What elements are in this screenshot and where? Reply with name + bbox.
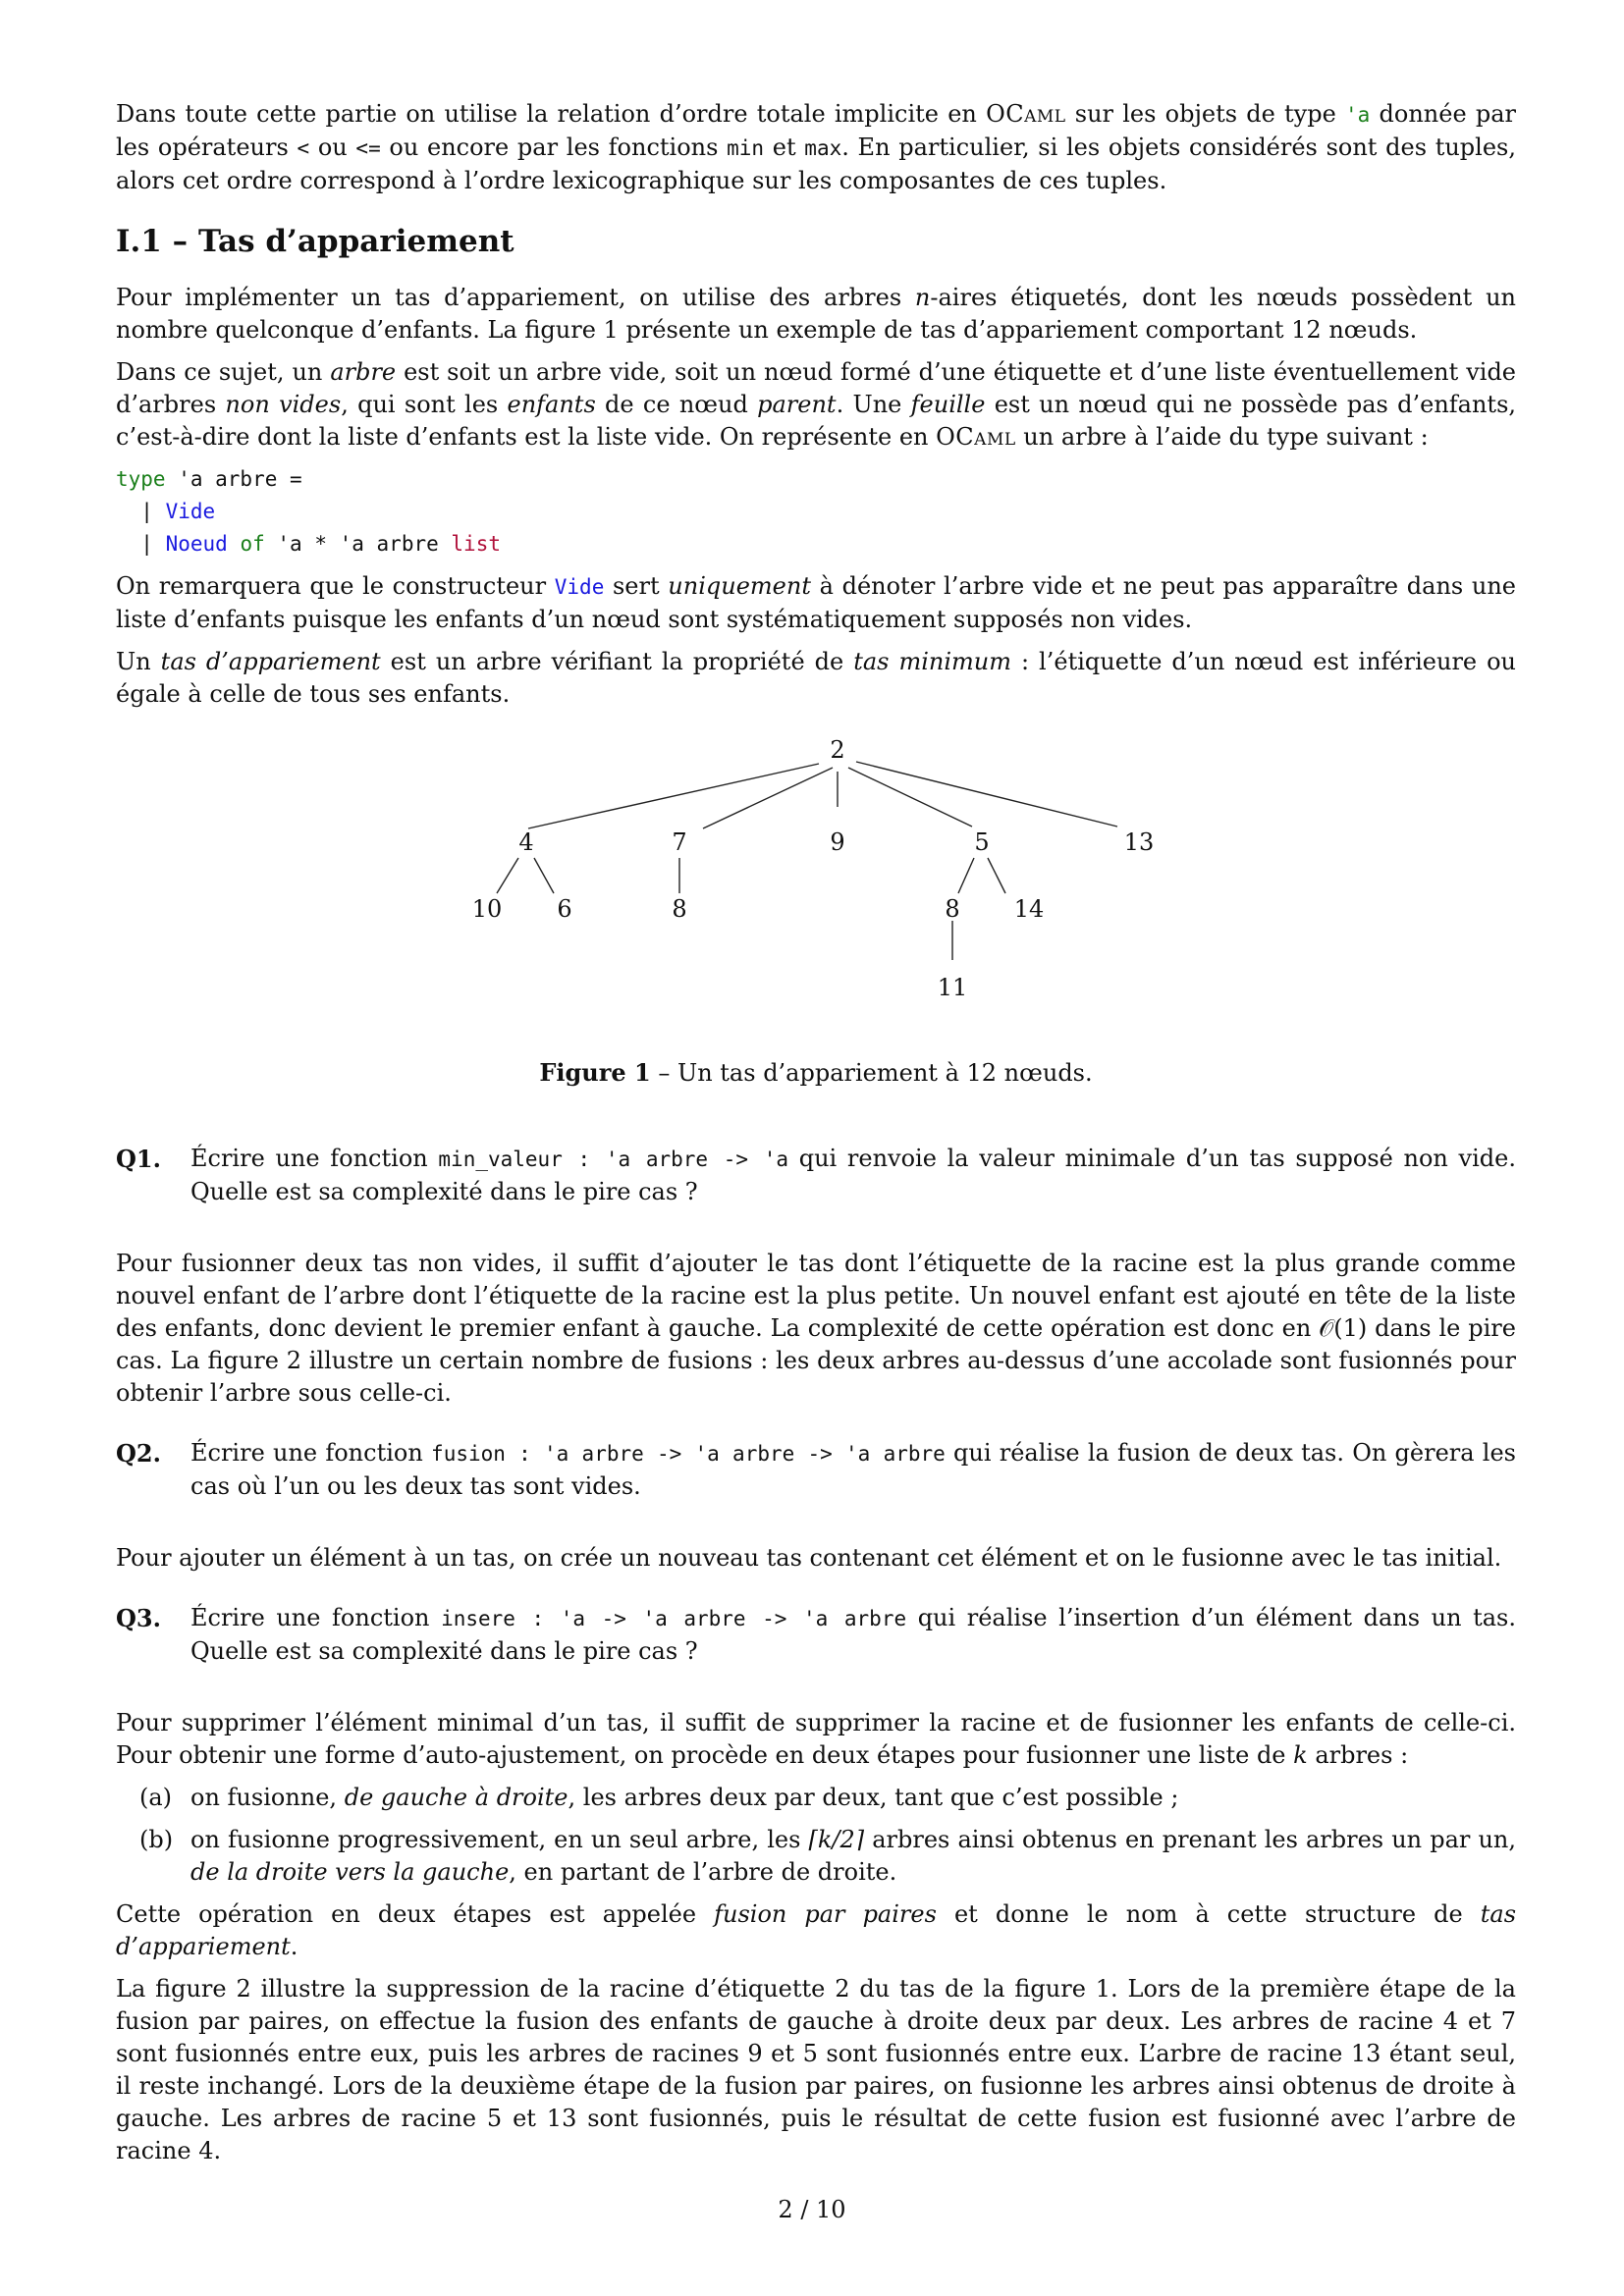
edge-2-5: [848, 768, 972, 827]
node-10: 10: [471, 895, 503, 923]
question-number: Q2.: [116, 1439, 161, 1468]
edge-2-13: [856, 762, 1117, 827]
question-1: [116, 1143, 1516, 1208]
question-number: Q3.: [116, 1604, 161, 1632]
list-item-a: (a) on fusionne, de gauche à droite, les arbres deux par deux, tant que c’est possible ;: [139, 1784, 1179, 1811]
edge-5-8: [958, 858, 974, 893]
node-9: 9: [830, 828, 845, 856]
node-6: 6: [557, 895, 572, 923]
node-13: 13: [1123, 828, 1155, 856]
node-8-under-7: 8: [672, 895, 687, 923]
list-item-b: (b) on fusionne progressivement, en un seul arbre, les ⌈k/2⌉ arbres ainsi obtenus en prenant les arbres un par un, de la droite vers la gauche, en partant de l’arbre de droite.: [139, 1826, 1517, 1886]
edge-4-6: [534, 858, 554, 893]
edge-4-10: [497, 858, 518, 893]
paragraph-implementation: Pour implémenter un tas d’appariement, on utilise des arbres n-aires étiquetés, dont les nœuds possèdent un nombre quelconque d’enfants. La figure 1 présente un exemple de tas d’appariement comportant 12 nœuds.: [116, 284, 1516, 344]
paragraph-ajout: Pour ajouter un élément à un tas, on crée un nouveau tas contenant cet élément et on le fusionne avec le tas initial.: [116, 1544, 1502, 1572]
page-number: 2 / 10: [778, 2196, 846, 2223]
node-8-under-5: 8: [945, 895, 960, 923]
node-5: 5: [974, 828, 990, 856]
node-root-2: 2: [830, 736, 845, 764]
paragraph-figure-2-explanation: La figure 2 illustre la suppression de la racine d’étiquette 2 du tas de la figure 1. Lors de la première étape de la fusion par paires, on effectue la fusion des enfants de gauche à droite deux par deux. Les arbres de racine 4 et 7 sont fusionnés entre eux, puis les arbres de racines 9 et 5 sont fusionnés entre eux. L’arbre de racine 13 étant seul, il reste inchangé. Lors de la deuxième étape de la fusion par paires, on fusionne les arbres ainsi obtenus de droite à gauche. Les arbres de racine 5 et 13 sont fusionnés, puis le résultat de cette fusion est fusionné avec l’arbre de racine 4.: [116, 1975, 1516, 2164]
figure-1-caption: Figure 1 – Un tas d’appariement à 12 nœuds.: [539, 1058, 1093, 1087]
ocaml-name: OCaml: [986, 100, 1066, 128]
paragraph-tas-definition: Un tas d’appariement est un arbre vérifiant la propriété de tas minimum : l’étiquette d’un nœud est inférieure ou égale à celle de tous ses enfants.: [116, 648, 1517, 708]
edge-2-4: [528, 764, 819, 828]
section-title: I.1 – Tas d’appariement: [116, 224, 514, 259]
node-4: 4: [518, 828, 534, 856]
question-3: [116, 1602, 1516, 1668]
tree-diagram: [116, 724, 1516, 1048]
paragraph-suppression: Pour supprimer l’élément minimal d’un tas, il suffit de supprimer la racine et de fusionner les enfants de celle-ci. Pour obtenir une forme d’auto-ajustement, on procède en deux étapes pour fusionner une liste de k arbres :: [116, 1709, 1516, 1769]
edge-5-14: [988, 858, 1005, 893]
question-2: [116, 1437, 1516, 1503]
intro-paragraph: Dans toute cette partie on utilise la relation d’ordre totale implicite en OCaml sur les objets de type 'a donnée par les opérateurs < ou <= ou encore par les fonctions min et max. En particulier, si les objets considérés sont des tuples, alors cet ordre correspond à l’ordre lexicographique sur les composantes de ces tuples.: [116, 100, 1516, 194]
question-text: Écrire une fonction insere : 'a -> 'a arbre -> 'a arbre qui réalise l’insertion d’un élément dans un tas. Quelle est sa complexité dans le pire cas ?: [190, 1604, 1516, 1665]
type-definition-code: type 'a arbre = | Vide | Noeud of 'a * 'a arbre list: [116, 467, 501, 556]
figure-1-tree: [116, 724, 1516, 1048]
paragraph-vide-constructor: On remarquera que le constructeur Vide sert uniquement à dénoter l’arbre vide et ne peut pas apparaître dans une liste d’enfants puisque les enfants d’un nœud sont systématiquement supposés non vides.: [116, 572, 1516, 633]
node-14: 14: [1013, 895, 1045, 923]
question-number: Q1.: [116, 1145, 161, 1173]
paragraph-definition-arbre: Dans ce sujet, un arbre est soit un arbre vide, soit un nœud formé d’une étiquette et d’une liste éventuellement vide d’arbres non vides, qui sont les enfants de ce nœud parent. Une feuille est un nœud qui ne possède pas d’enfants, c’est-à-dire dont la liste d’enfants est la liste vide. On représente en OCaml un arbre à l’aide du type suivant :: [116, 358, 1517, 451]
paragraph-fusion: Pour fusionner deux tas non vides, il suffit d’ajouter le tas dont l’étiquette de la racine est la plus grande comme nouvel enfant de l’arbre dont l’étiquette de la racine est la plus petite. Un nouvel enfant est ajouté en tête de la liste des enfants, donc devient le premier enfant à gauche. La complexité de cette opération est donc en 𝒪(1) dans le pire cas. La figure 2 illustre un certain nombre de fusions : les deux arbres au-dessus d’une accolade sont fusionnés pour obtenir l’arbre sous celle-ci.: [116, 1250, 1516, 1407]
node-7: 7: [672, 828, 687, 856]
paragraph-fusion-par-paires: Cette opération en deux étapes est appelée fusion par paires et donne le nom à cette structure de tas d’appariement.: [116, 1900, 1517, 1960]
question-text: Écrire une fonction min_valeur : 'a arbre -> 'a qui renvoie la valeur minimale d’un tas supposé non vide. Quelle est sa complexité dans le pire cas ?: [190, 1145, 1516, 1205]
page-content: [116, 98, 1516, 2177]
edge-2-7: [703, 768, 833, 828]
node-11: 11: [937, 974, 968, 1001]
question-text: Écrire une fonction fusion : 'a arbre -> 'a arbre -> 'a arbre qui réalise la fusion de deux tas. On gèrera les cas où l’un ou les deux tas sont vides.: [190, 1439, 1517, 1500]
